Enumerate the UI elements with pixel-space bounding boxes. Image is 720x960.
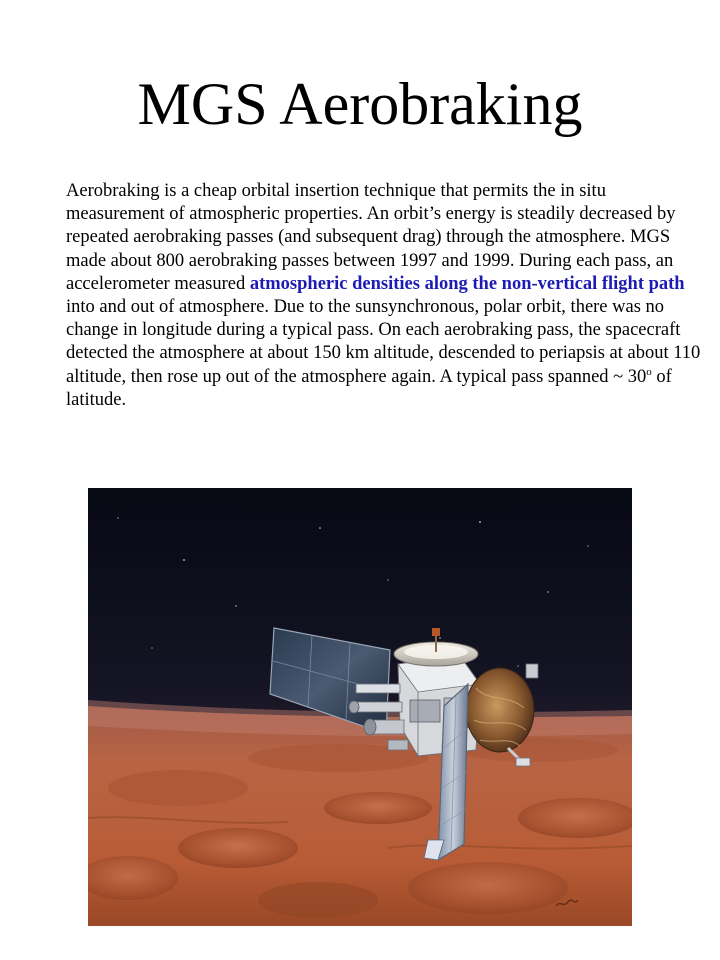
body-text-part-2: into and out of atmosphere. Due to the sunsynchronous, polar orbit, there was no change in longitude during a typical pass. On each aerobraking pass, the spacecraft detected the atmosphere at about 150 km altitude, descended to periapsis at about 110 altitude, then rose up out of the atmosphere again. A typical pass spanned ~ 30 xyxy=(66,297,701,387)
body-text-part-3: of latitude. xyxy=(66,366,672,410)
degree-superscript: o xyxy=(646,365,652,378)
highlighted-phrase: atmospheric densities along the non-vertical flight path xyxy=(249,273,685,294)
body-text-part-1: Aerobraking is a cheap orbital insertion technique that permits the in situ measurement of atmospheric properties. An orbit’s energy is steadily decreased by repeated aerobraking passes (and subsequent drag) through the atmosphere. MGS made about 800 aerobraking passes between 1997 and 1999. During each pass, an accelerometer measured xyxy=(66,181,676,294)
spacecraft-illustration-svg xyxy=(88,488,632,926)
spacecraft-illustration xyxy=(88,488,632,926)
body-paragraph xyxy=(66,180,702,412)
slide-title: MGS Aerobraking xyxy=(137,71,583,137)
